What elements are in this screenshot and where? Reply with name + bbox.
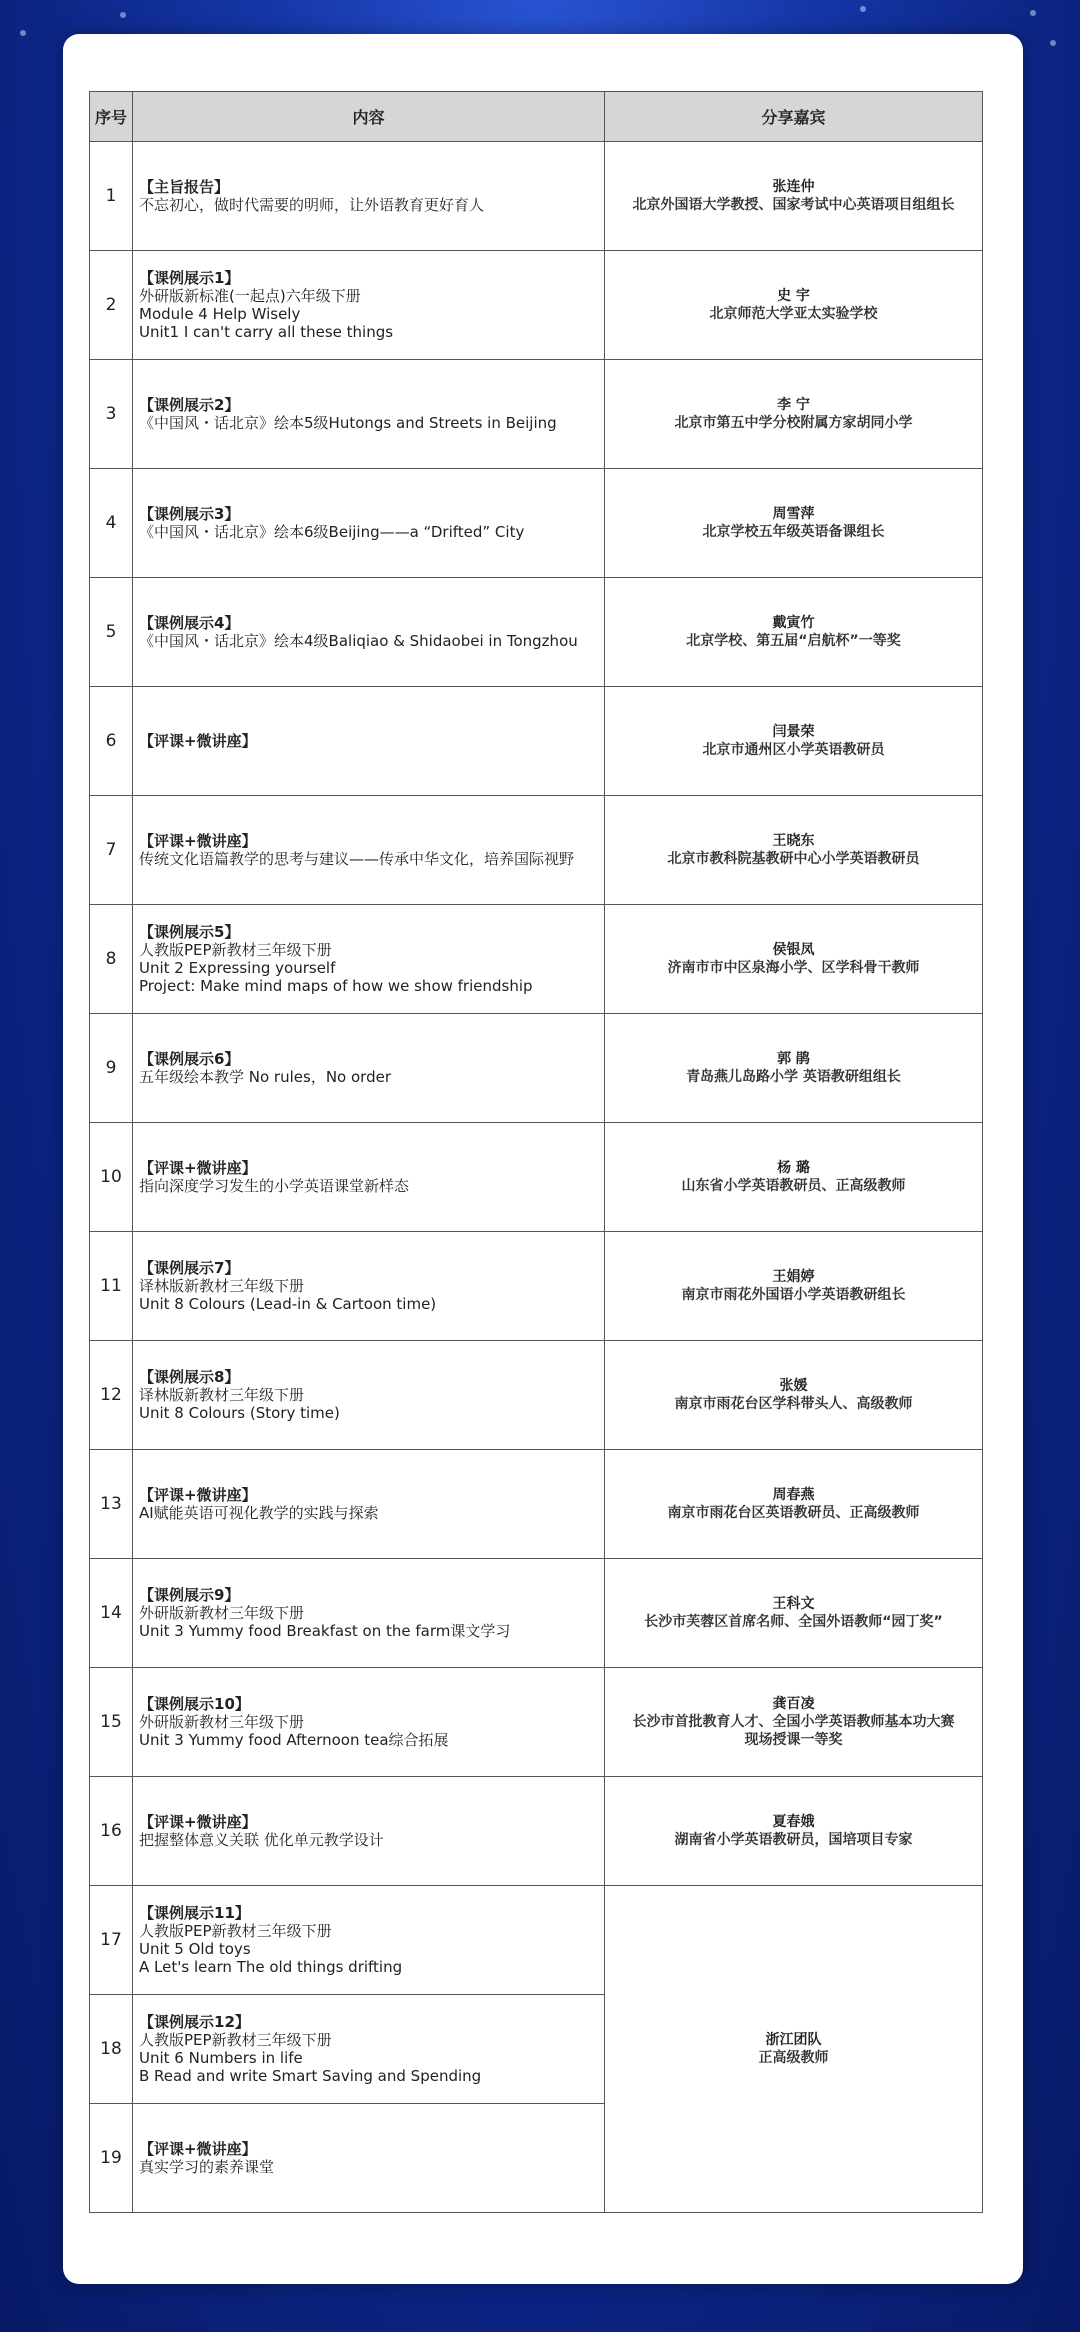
speaker-title: 济南市市中区泉海小学、区学科骨干教师 (667, 960, 920, 976)
row-content (133, 469, 605, 578)
row-index: 5 (90, 578, 133, 687)
table-row (90, 1886, 983, 1995)
content-tag: 【评课+微讲座】 (139, 1813, 257, 1831)
sparkle (120, 12, 126, 18)
content-tag: 【评课+微讲座】 (139, 2140, 257, 2158)
speaker-title: 北京市第五中学分校附属方家胡同小学 (674, 415, 913, 431)
row-index: 19 (90, 2104, 133, 2213)
speaker-name: 王科文 (772, 1596, 815, 1612)
speaker-name: 夏春娥 (772, 1814, 815, 1830)
content-line: AI赋能英语可视化教学的实践与探索 (139, 1504, 379, 1522)
row-speaker (605, 1341, 983, 1450)
row-index: 2 (90, 251, 133, 360)
content-tag: 【评课+微讲座】 (139, 732, 257, 750)
content-line: Unit 3 Yummy food Afternoon tea综合拓展 (139, 1731, 449, 1749)
speaker-title: 南京市雨花台区英语教研员、正高级教师 (667, 1505, 920, 1521)
row-speaker (605, 687, 983, 796)
table-row (90, 360, 983, 469)
content-tag: 【课例展示2】 (139, 396, 240, 414)
row-speaker (605, 469, 983, 578)
content-line: Unit 8 Colours (Lead-in & Cartoon time) (139, 1295, 437, 1313)
speaker-title: 南京市雨花台区学科带头人、高级教师 (674, 1396, 913, 1412)
row-index: 6 (90, 687, 133, 796)
row-content (133, 142, 605, 251)
row-index: 14 (90, 1559, 133, 1668)
content-line: B Read and write Smart Saving and Spending (139, 2067, 482, 2085)
row-speaker (605, 1559, 983, 1668)
table-row (90, 469, 983, 578)
row-speaker (605, 142, 983, 251)
table-row (90, 1668, 983, 1777)
speaker-name: 侯银凤 (772, 942, 815, 958)
schedule-card (63, 34, 1023, 2284)
speaker-name: 浙江团队 (765, 2032, 822, 2048)
row-content (133, 1995, 605, 2104)
row-content (133, 796, 605, 905)
speaker-name: 闫景荣 (772, 724, 815, 740)
header-content: 内容 (133, 92, 605, 142)
content-line: 《中国风・话北京》绘本4级Baliqiao & Shidaobei in Tongzhou (139, 632, 578, 650)
content-line: 《中国风・话北京》绘本5级Hutongs and Streets in Beijing (139, 414, 557, 432)
speaker-title: 北京市通州区小学英语教研员 (702, 742, 885, 758)
table-row (90, 1123, 983, 1232)
row-content (133, 1450, 605, 1559)
row-content (133, 578, 605, 687)
row-content (133, 1232, 605, 1341)
speaker-title: 南京市雨花外国语小学英语教研组长 (681, 1287, 906, 1303)
content-line: Unit 8 Colours (Story time) (139, 1404, 340, 1422)
row-index: 16 (90, 1777, 133, 1886)
row-speaker (605, 578, 983, 687)
content-line: 五年级绘本教学 No rules，No order (139, 1068, 391, 1086)
content-line: 外研版新标准(一起点)六年级下册 (139, 287, 361, 305)
content-line: 外研版新教材三年级下册 (139, 1713, 305, 1731)
sparkle (20, 30, 26, 36)
content-line: 传统文化语篇教学的思考与建议——传承中华文化，培养国际视野 (139, 850, 575, 868)
row-index: 18 (90, 1995, 133, 2104)
content-line: Unit1 I can't carry all these things (139, 323, 394, 341)
content-tag: 【评课+微讲座】 (139, 832, 257, 850)
table-row (90, 1450, 983, 1559)
content-line: Project: Make mind maps of how we show friendship (139, 977, 533, 995)
row-content (133, 1123, 605, 1232)
header-speaker: 分享嘉宾 (605, 92, 983, 142)
speaker-name: 张连仲 (772, 179, 815, 195)
row-index: 1 (90, 142, 133, 251)
row-index: 11 (90, 1232, 133, 1341)
row-content (133, 1777, 605, 1886)
row-speaker (605, 1450, 983, 1559)
table-row (90, 142, 983, 251)
speaker-title: 北京外国语大学教授、国家考试中心英语项目组组长 (632, 197, 955, 213)
content-tag: 【课例展示6】 (139, 1050, 240, 1068)
speaker-title: 北京学校五年级英语备课组长 (702, 524, 885, 540)
header-index: 序号 (90, 92, 133, 142)
content-line: 人教版PEP新教材三年级下册 (139, 2031, 332, 2049)
speaker-title: 正高级教师 (758, 2050, 829, 2066)
table-row (90, 1341, 983, 1450)
content-line: Unit 6 Numbers in life (139, 2049, 303, 2067)
row-content (133, 251, 605, 360)
content-line: Unit 3 Yummy food Breakfast on the farm课文学习 (139, 1622, 511, 1640)
table-row (90, 687, 983, 796)
content-tag: 【课例展示3】 (139, 505, 240, 523)
content-line: 指向深度学习发生的小学英语课堂新样态 (139, 1177, 410, 1195)
content-line: 《中国风・话北京》绘本6级Beijing——a “Drifted” City (139, 523, 525, 541)
sparkle (1030, 10, 1036, 16)
speaker-name: 郭 鹃 (777, 1051, 810, 1067)
table-row (90, 578, 983, 687)
table-row (90, 1559, 983, 1668)
table-row (90, 251, 983, 360)
content-tag: 【评课+微讲座】 (139, 1486, 257, 1504)
table-row (90, 1014, 983, 1123)
row-index: 3 (90, 360, 133, 469)
content-tag: 【课例展示7】 (139, 1259, 240, 1277)
content-tag: 【课例展示4】 (139, 614, 240, 632)
table-row (90, 1777, 983, 1886)
row-speaker (605, 1777, 983, 1886)
row-speaker (605, 796, 983, 905)
content-line: 把握整体意义关联 优化单元教学设计 (139, 1831, 384, 1849)
sparkle (1050, 40, 1056, 46)
row-content (133, 1341, 605, 1450)
speaker-name: 周雪萍 (772, 506, 815, 522)
speaker-name: 王晓东 (772, 833, 815, 849)
content-line: Module 4 Help Wisely (139, 305, 301, 323)
speaker-title: 湖南省小学英语教研员，国培项目专家 (674, 1832, 913, 1848)
row-index: 8 (90, 905, 133, 1014)
row-content (133, 1886, 605, 1995)
row-content (133, 1668, 605, 1777)
content-line: Unit 2 Expressing yourself (139, 959, 336, 977)
speaker-title: 长沙市首批教育人才、全国小学英语教师基本功大赛 (632, 1714, 955, 1730)
speaker-name: 周春燕 (772, 1487, 815, 1503)
content-line: 真实学习的素养课堂 (139, 2158, 275, 2176)
content-tag: 【主旨报告】 (139, 178, 230, 196)
table-row (90, 796, 983, 905)
speaker-title: 北京市教科院基教研中心小学英语教研员 (667, 851, 920, 867)
content-tag: 【评课+微讲座】 (139, 1159, 257, 1177)
row-speaker (605, 251, 983, 360)
speaker-name: 杨 璐 (777, 1160, 810, 1176)
merged-speaker (605, 1886, 983, 2213)
content-line: Unit 5 Old toys (139, 1940, 251, 1958)
content-tag: 【课例展示8】 (139, 1368, 240, 1386)
row-speaker (605, 1123, 983, 1232)
row-index: 10 (90, 1123, 133, 1232)
row-content (133, 1559, 605, 1668)
content-tag: 【课例展示5】 (139, 923, 240, 941)
content-tag: 【课例展示10】 (139, 1695, 250, 1713)
row-index: 13 (90, 1450, 133, 1559)
speaker-title: 长沙市芙蓉区首席名师、全国外语教师“园丁奖” (644, 1614, 943, 1630)
speaker-name: 龚百凌 (772, 1696, 815, 1712)
row-index: 17 (90, 1886, 133, 1995)
row-index: 9 (90, 1014, 133, 1123)
row-index: 15 (90, 1668, 133, 1777)
sparkle (860, 6, 866, 12)
row-index: 4 (90, 469, 133, 578)
speaker-title: 北京学校、第五届“启航杯”一等奖 (686, 633, 901, 649)
content-tag: 【课例展示1】 (139, 269, 240, 287)
row-content (133, 1014, 605, 1123)
speaker-title: 现场授课一等奖 (744, 1732, 843, 1748)
row-speaker (605, 905, 983, 1014)
content-tag: 【课例展示9】 (139, 1586, 240, 1604)
row-speaker (605, 1668, 983, 1777)
content-line: A Let's learn The old things drifting (139, 1958, 403, 1976)
row-content (133, 360, 605, 469)
speaker-name: 张媛 (779, 1378, 808, 1394)
row-content (133, 687, 605, 796)
content-line: 人教版PEP新教材三年级下册 (139, 941, 332, 959)
table-row (90, 1232, 983, 1341)
row-content (133, 905, 605, 1014)
schedule-table (89, 91, 983, 2213)
row-speaker (605, 360, 983, 469)
row-speaker (605, 1014, 983, 1123)
speaker-name: 李 宁 (777, 397, 810, 413)
row-content (133, 2104, 605, 2213)
content-line: 人教版PEP新教材三年级下册 (139, 1922, 332, 1940)
speaker-name: 戴寅竹 (772, 615, 815, 631)
row-index: 7 (90, 796, 133, 905)
speaker-title: 山东省小学英语教研员、正高级教师 (681, 1178, 906, 1194)
content-line: 译林版新教材三年级下册 (139, 1277, 305, 1295)
content-line: 译林版新教材三年级下册 (139, 1386, 305, 1404)
row-index: 12 (90, 1341, 133, 1450)
content-tag: 【课例展示12】 (139, 2013, 250, 2031)
speaker-name: 史 宇 (777, 288, 810, 304)
content-line: 不忘初心，做时代需要的明师，让外语教育更好育人 (139, 196, 485, 214)
speaker-title: 北京师范大学亚太实验学校 (709, 306, 878, 322)
table-row (90, 905, 983, 1014)
speaker-name: 王娟婷 (772, 1269, 815, 1285)
row-speaker (605, 1232, 983, 1341)
speaker-title: 青岛燕儿岛路小学 英语教研组组长 (686, 1069, 901, 1085)
table-header-row (90, 92, 983, 142)
content-tag: 【课例展示11】 (139, 1904, 250, 1922)
content-line: 外研版新教材三年级下册 (139, 1604, 305, 1622)
